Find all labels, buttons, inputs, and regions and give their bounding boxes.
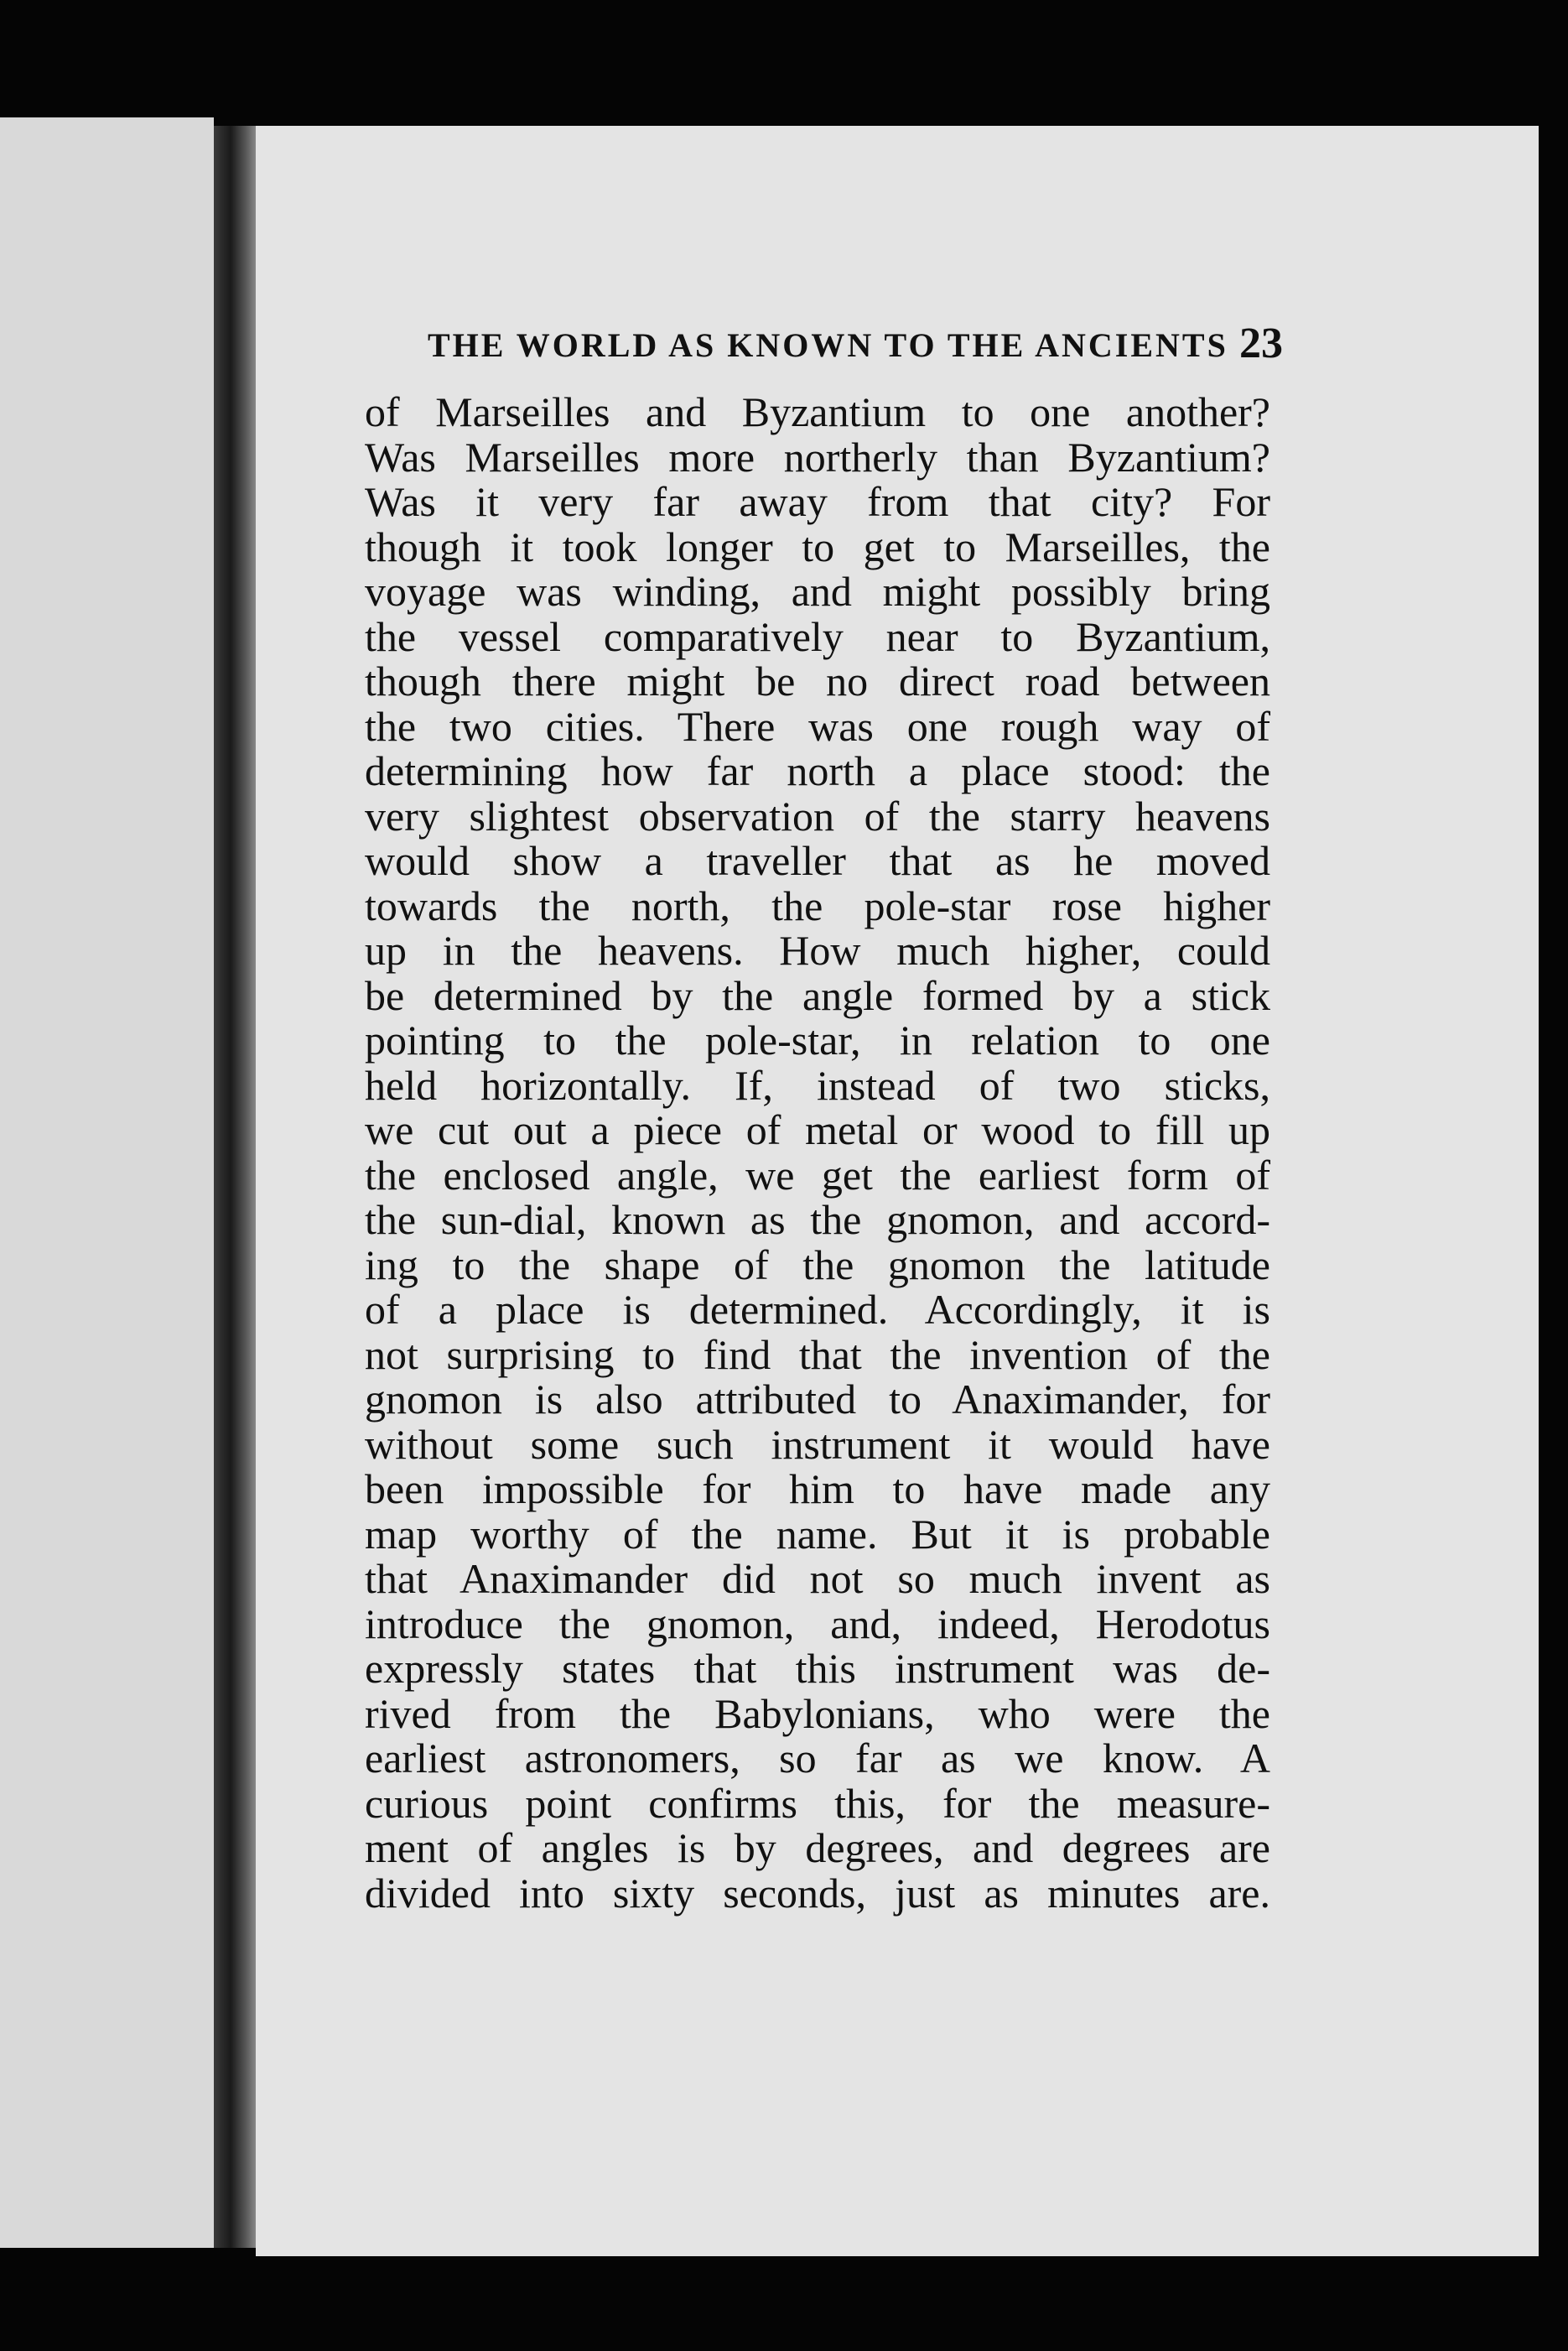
page-header <box>419 319 1300 377</box>
text-line: held horizontally. If, instead of two sticks, <box>365 1061 1270 1109</box>
text-line: we cut out a piece of metal or wood to fill up <box>365 1106 1270 1153</box>
text-line: towards the north, the pole-star rose higher <box>365 882 1270 929</box>
text-line: earliest astronomers, so far as we know. A <box>365 1735 1270 1781</box>
book-gutter <box>214 126 256 2248</box>
page-number: 23 <box>1239 320 1283 367</box>
body-text <box>365 390 1270 1916</box>
text-line: pointing to the pole-star, in relation to one <box>365 1017 1270 1064</box>
text-line: without some such instrument it would have <box>365 1420 1270 1468</box>
text-line: expressly states that this instrument was de- <box>365 1645 1270 1692</box>
text-line: Was it very far away from that city? For <box>365 478 1270 525</box>
text-line: up in the heavens. How much higher, could <box>365 927 1270 974</box>
text-line: voyage was winding, and might possibly bring <box>365 568 1270 615</box>
text-line: not surprising to find that the invention of the <box>365 1330 1270 1378</box>
text-line: would show a traveller that as he moved <box>365 837 1270 884</box>
text-line: rived from the Babylonians, who were the <box>365 1689 1270 1737</box>
text-line: the sun-dial, known as the gnomon, and accord- <box>365 1196 1270 1243</box>
text-line: the enclosed angle, we get the earliest form of <box>365 1151 1270 1199</box>
text-line: curious point confirms this, for the measure- <box>365 1779 1270 1827</box>
text-line: the two cities. There was one rough way of <box>365 702 1270 750</box>
text-line: the vessel comparatively near to Byzantium, <box>365 612 1270 660</box>
text-line: ing to the shape of the gnomon the latitude <box>365 1241 1270 1288</box>
text-line: gnomon is also attributed to Anaximander, for <box>365 1376 1270 1423</box>
text-line: be determined by the angle formed by a stick <box>365 971 1270 1019</box>
text-line: though there might be no direct road between <box>365 658 1270 705</box>
running-title: THE WORLD AS KNOWN TO THE ANCIENTS <box>428 326 1228 364</box>
text-line: that Anaximander did not so much invent as <box>365 1555 1270 1602</box>
text-line: though it took longer to get to Marseilles, the <box>365 523 1270 570</box>
text-line: of Marseilles and Byzantium to one another? <box>365 388 1270 435</box>
text-line: of a place is determined. Accordingly, it is <box>365 1286 1270 1333</box>
facing-page <box>0 117 214 2248</box>
text-line: divided into sixty seconds, just as minutes are. <box>365 1869 1270 1917</box>
text-line: Was Marseilles more northerly than Byzantium? <box>365 433 1270 481</box>
text-line: map worthy of the name. But it is probable <box>365 1510 1270 1558</box>
text-line: determining how far north a place stood: the <box>365 747 1270 794</box>
text-line: ment of angles is by degrees, and degrees are <box>365 1824 1270 1871</box>
text-line: been impossible for him to have made any <box>365 1465 1270 1512</box>
text-line: very slightest observation of the starry heavens <box>365 792 1270 840</box>
text-line: introduce the gnomon, and, indeed, Herodotus <box>365 1599 1270 1647</box>
